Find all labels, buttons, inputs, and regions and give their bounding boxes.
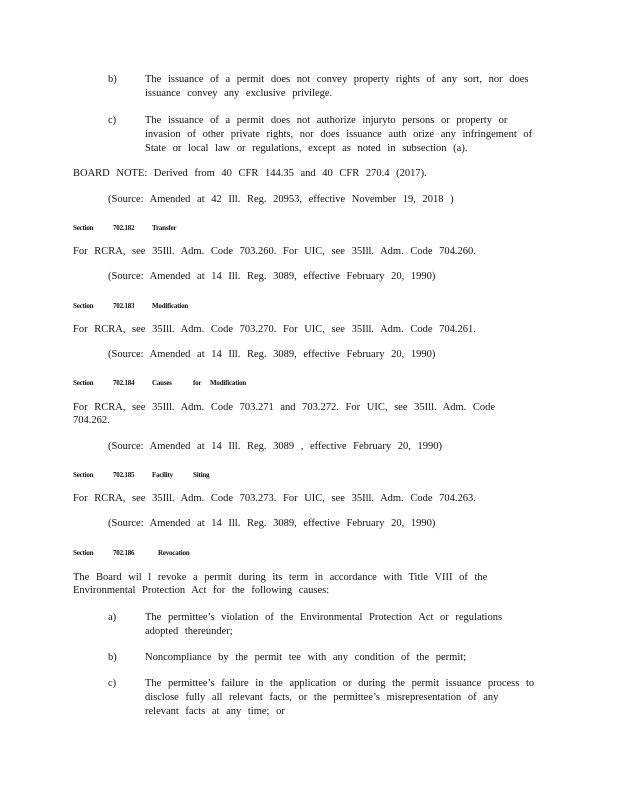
source-note: (Source: Amended at 14 Ill. Reg. 3089 , effective February 20, 1990)	[108, 441, 442, 452]
item-text-line: invasion of other private rights, nor does issuance auth orize any infringement of	[145, 129, 533, 140]
section-word: Section	[73, 379, 94, 387]
item-text-line: disclose fully all relevant facts, or the permittee’s misrepresentation of any	[145, 692, 499, 703]
section-number: 702.183	[113, 302, 135, 310]
source-note: (Source: Amended at 14 Ill. Reg. 3089, effective February 20, 1990)	[108, 349, 436, 360]
item-text-line: The issuance of a permit does not authorize injuryto persons or property or	[145, 115, 508, 126]
section-number: 702.185	[113, 471, 135, 479]
section-word: Section	[73, 224, 94, 232]
item-text-line: The permittee’s violation of the Environmental Protection Act or regulations	[145, 612, 503, 623]
section-word: Section	[73, 549, 94, 557]
section-title: Facility	[152, 471, 173, 479]
section-title: Siting	[193, 471, 210, 479]
source-note: (Source: Amended at 42 Ill. Reg. 20953, effective November 19, 2018 )	[108, 194, 454, 205]
section-title: Transfer	[152, 224, 177, 232]
section-body: Environmental Protection Act for the following causes:	[73, 585, 330, 596]
item-text-line: The issuance of a permit does not convey property rights of any sort, nor does	[145, 74, 529, 85]
section-body: For RCRA, see 35Ill. Adm. Code 703.270. For UIC, see 35Ill. Adm. Code 704.261.	[73, 324, 476, 335]
item-text-line: issuance convey any exclusive privilege.	[145, 88, 333, 99]
section-number: 702.184	[113, 379, 135, 387]
section-body: For RCRA, see 35Ill. Adm. Code 703.273. For UIC, see 35Ill. Adm. Code 704.263.	[73, 493, 476, 504]
section-body: For RCRA, see 35Ill. Adm. Code 703.271 and 703.272. For UIC, see 35Ill. Adm. Code	[73, 402, 496, 413]
section-number: 702.186	[113, 549, 135, 557]
section-body: The Board wil l revoke a permit during its term in accordance with Title VIII of the	[73, 572, 488, 583]
item-text-line: The permittee’s failure in the application or during the permit issuance process to	[145, 678, 535, 689]
section-title: Modification	[210, 379, 247, 387]
section-title: Modification	[152, 302, 189, 310]
section-title: Revocation	[158, 549, 190, 557]
source-note: (Source: Amended at 14 Ill. Reg. 3089, effective February 20, 1990)	[108, 271, 436, 282]
item-label: b)	[108, 652, 117, 663]
item-label: c)	[108, 115, 117, 126]
item-label: c)	[108, 678, 117, 689]
section-body: 704.262.	[73, 415, 110, 426]
section-number: 702.182	[113, 224, 135, 232]
item-text-line: Noncompliance by the permit tee with any condition of the permit;	[145, 652, 467, 663]
section-title: Causes	[152, 379, 172, 387]
section-word: Section	[73, 471, 94, 479]
section-body: For RCRA, see 35Ill. Adm. Code 703.260. For UIC, see 35Ill. Adm. Code 704.260.	[73, 246, 476, 257]
item-label: a)	[108, 612, 117, 623]
item-label: b)	[108, 74, 117, 85]
item-text-line: adopted thereunder;	[145, 626, 233, 637]
item-text-line: State or local law or regulations, except as noted in subsection (a).	[145, 143, 468, 154]
board-note: BOARD NOTE: Derived from 40 CFR 144.35 and 40 CFR 270.4 (2017).	[73, 168, 427, 179]
source-note: (Source: Amended at 14 Ill. Reg. 3089, effective February 20, 1990)	[108, 518, 436, 529]
section-word: Section	[73, 302, 94, 310]
item-text-line: relevant facts at any time; or	[145, 706, 285, 717]
section-title: for	[193, 379, 202, 387]
